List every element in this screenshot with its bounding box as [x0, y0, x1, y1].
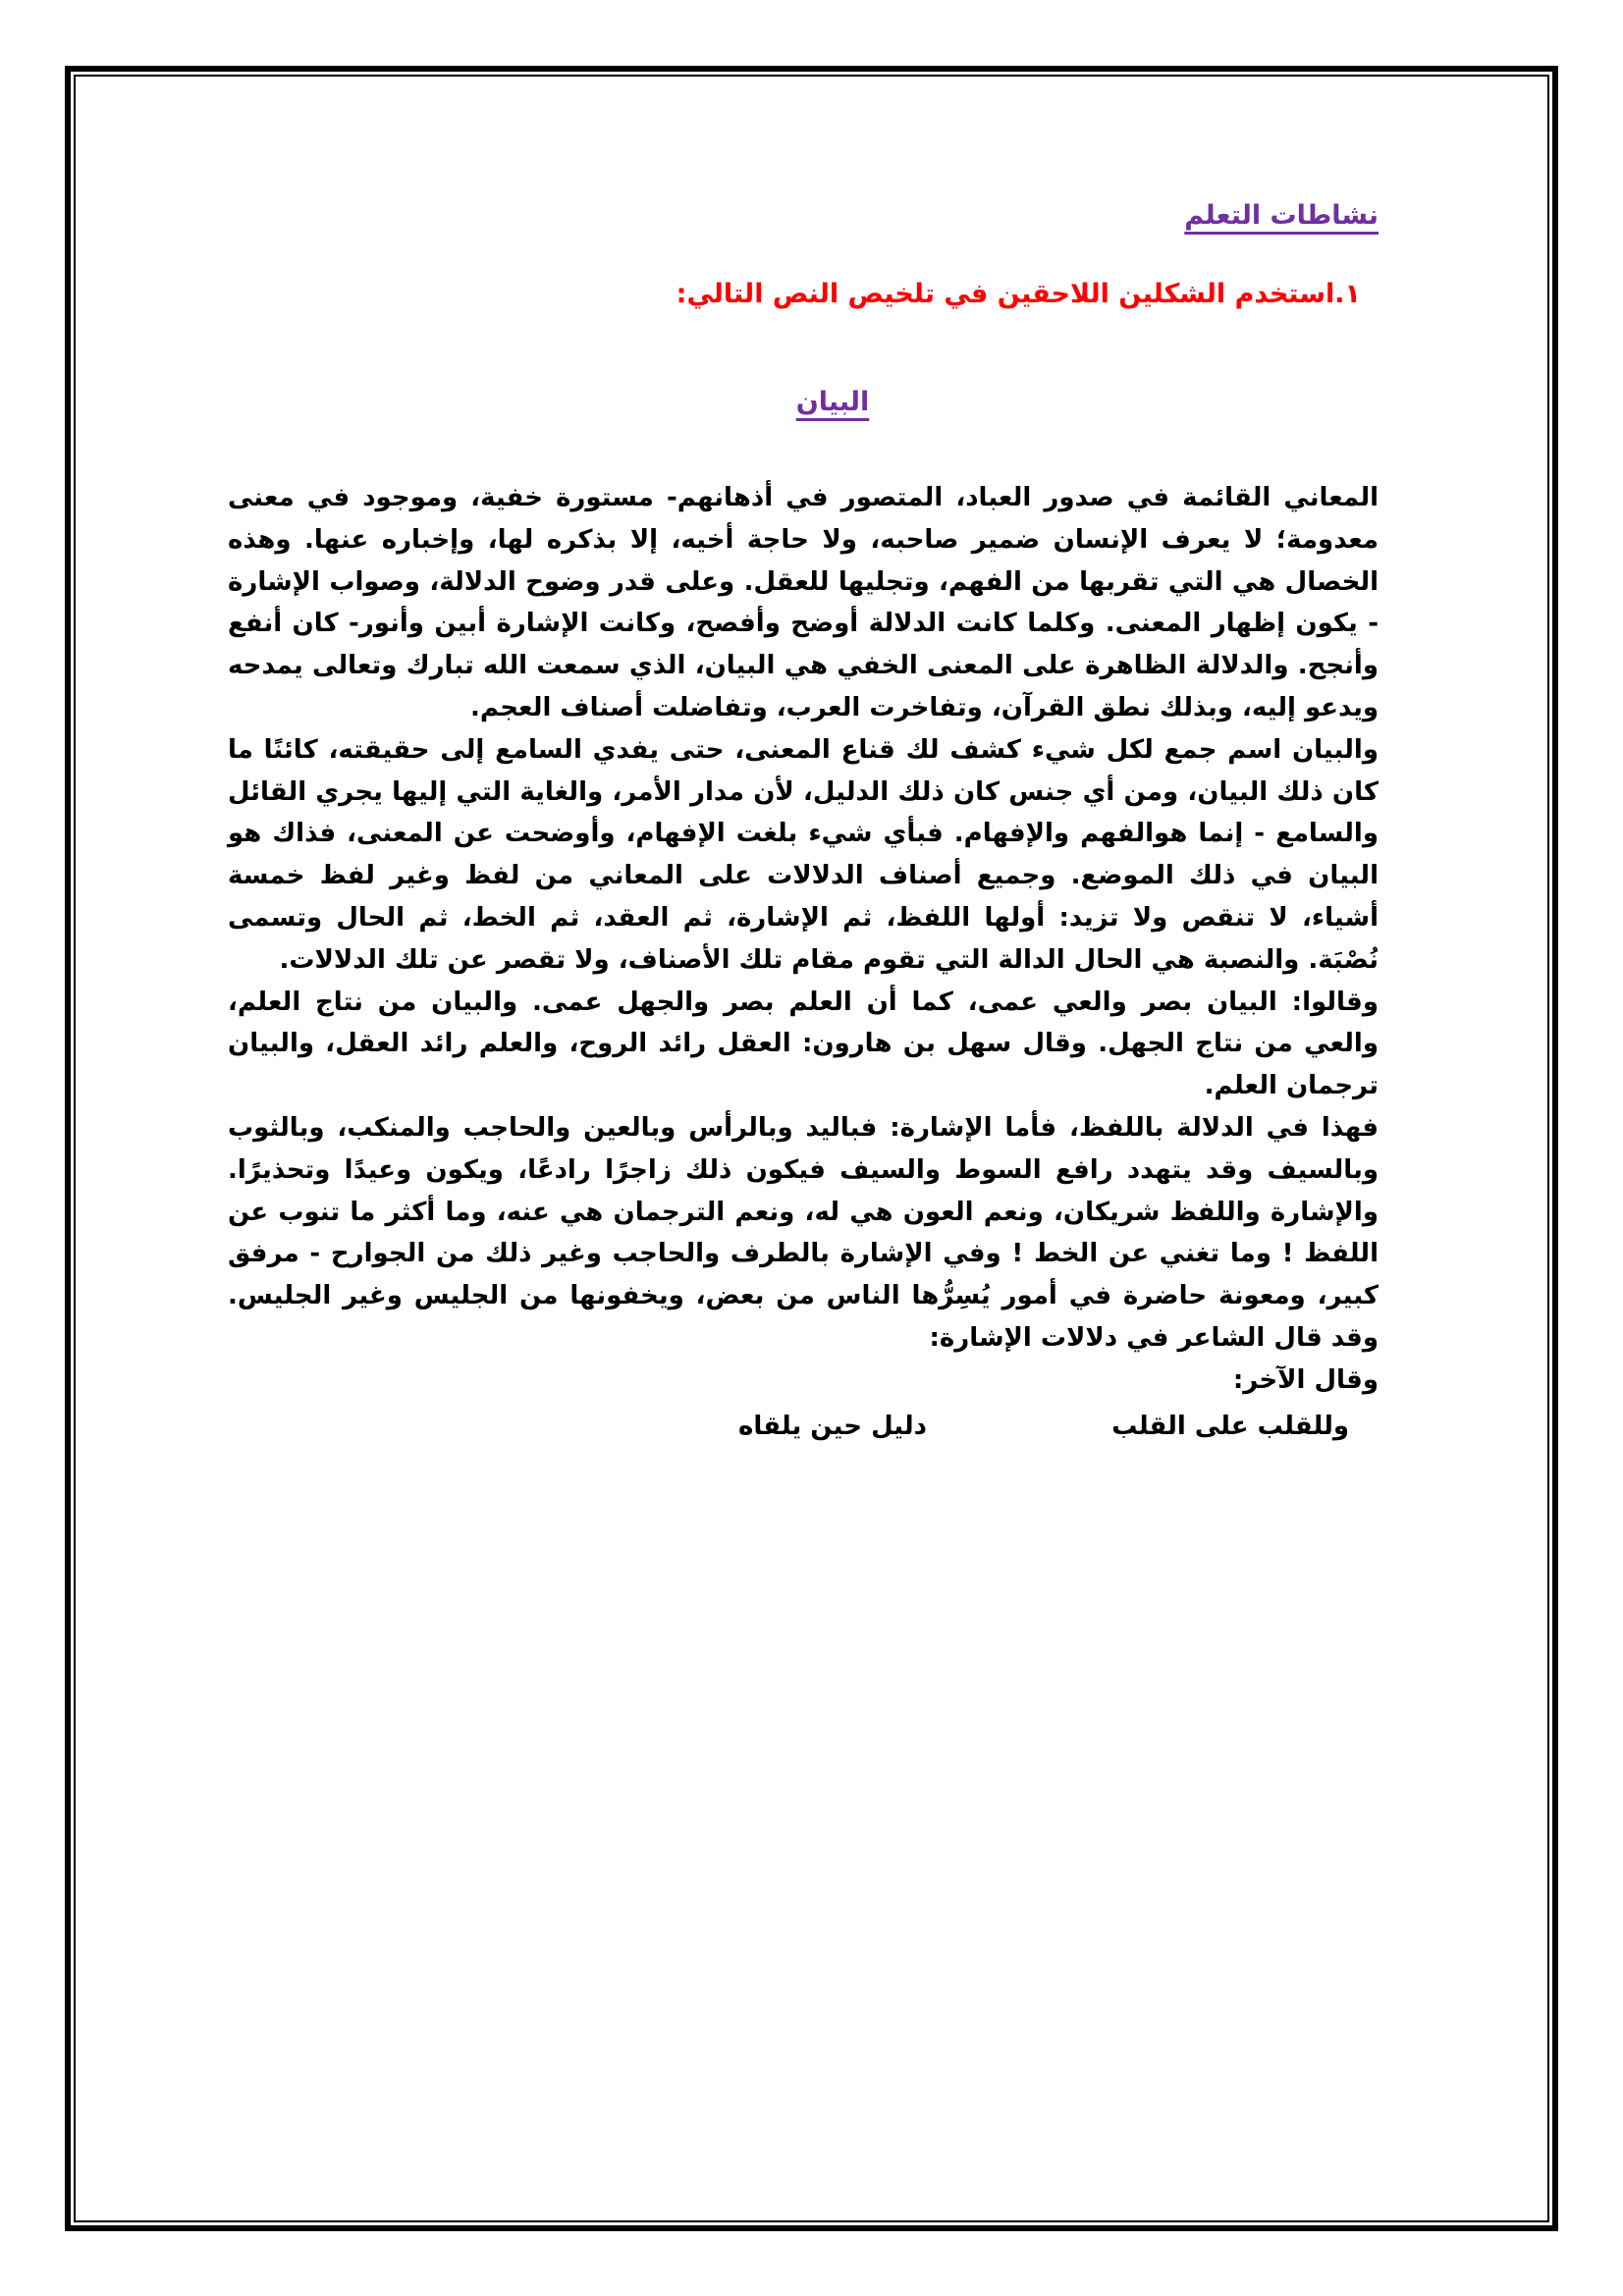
- text-title-wrapper: [228, 373, 1379, 432]
- paragraph-3: وقالوا: البيان بصر والعي عمى، كما أن العلم بصر والجهل عمى. والبيان من نتاج العلم، والعي من نتاج الجهل. وقال سهل بن هارون: العقل رائد الروح، والعلم رائد العقل، والبيان ترجمان العلم.: [228, 987, 1379, 1101]
- verse-first-hemistich: وللقلب على القلب: [1111, 1411, 1349, 1441]
- paragraph-4: فهذا في الدلالة باللفظ، فأما الإشارة: فباليد وبالرأس وبالعين والحاجب والمنكب، وبالثوب وبالسيف وقد يتهدد رافع السوط والسيف فيكون ذلك زاجرًا رادعًا، ويكون وعيدًا وتحذيرًا. والإشارة واللفظ شريكان، ونعم العون هي له، ونعم الترجمان هي عنه، وما أكثر ما تنوب عن اللفظ ! وما تغني عن الخط ! وفي الإشارة بالطرف والحاجب وغير ذلك من الجوارح - مرفق كبير، ومعونة حاضرة في أمور يُسِرُّها الناس من بعض، ويخفونها من الجليس وغير الجليس. وقد قال الشاعر في دلالات الإشارة:: [228, 1112, 1379, 1353]
- text-title: البيان: [795, 387, 870, 417]
- verse-second-hemistich: دليل حين يلقاه: [738, 1411, 927, 1441]
- activity-instruction: ١.استخدم الشكلين اللاحقين في تلخيص النص التالي:: [676, 279, 1361, 309]
- page-content: [228, 187, 1379, 1447]
- poem-verse: [228, 1406, 1379, 1448]
- quote-intro: وقال الآخر:: [1232, 1364, 1379, 1395]
- paragraph-1: المعاني القائمة في صدور العباد، المتصور في أذهانهم- مستورة خفية، وموجود في معنى معدومة؛ لا يعرف الإنسان ضمير صاحبه، ولا حاجة أخيه، إلا بذكره لها، وإخباره عنها. وهذه الخصال هي التي تقربها من الفهم، وتجليها للعقل. وعلى قدر وضوح الدلالة، وصواب الإشارة - يكون إظهار المعنى. وكلما كانت الدلالة أوضح وأفصح، وكانت الإشارة أبين وأنور- كان أنفع وأنجح. والدلالة الظاهرة على المعنى الخفي هي البيان، الذي سمعت الله تبارك وتعالى يمدحه ويدعو إليه، وبذلك نطق القرآن، وتفاخرت العرب، وتفاضلت أصناف العجم.: [228, 483, 1379, 722]
- paragraph-2: والبيان اسم جمع لكل شيء كشف لك قناع المعنى، حتى يفدي السامع إلى حقيقته، كائنًا ما كان ذلك البيان، ومن أي جنس كان ذلك الدليل، لأن مدار الأمر، والغاية التي إليها يجري القائل والسامع - إنما هوالفهم والإفهام. فبأي شيء بلغت الإفهام، وأوضحت عن المعنى، فذاك هو البيان في ذلك الموضع. وجميع أصناف الدلالات على المعاني من لفظ وغير لفظ خمسة أشياء، لا تنقص ولا تزيد: أولها اللفظ، ثم الإشارة، ثم العقد، ثم الخط، ثم الحال وتسمى نُصْبَة. والنصبة هي الحال الدالة التي تقوم مقام تلك الأصناف، ولا تقصر عن تلك الدلالات.: [228, 734, 1379, 975]
- reading-passage: [228, 477, 1379, 1402]
- page-title: نشاطات التعلم: [1184, 200, 1379, 231]
